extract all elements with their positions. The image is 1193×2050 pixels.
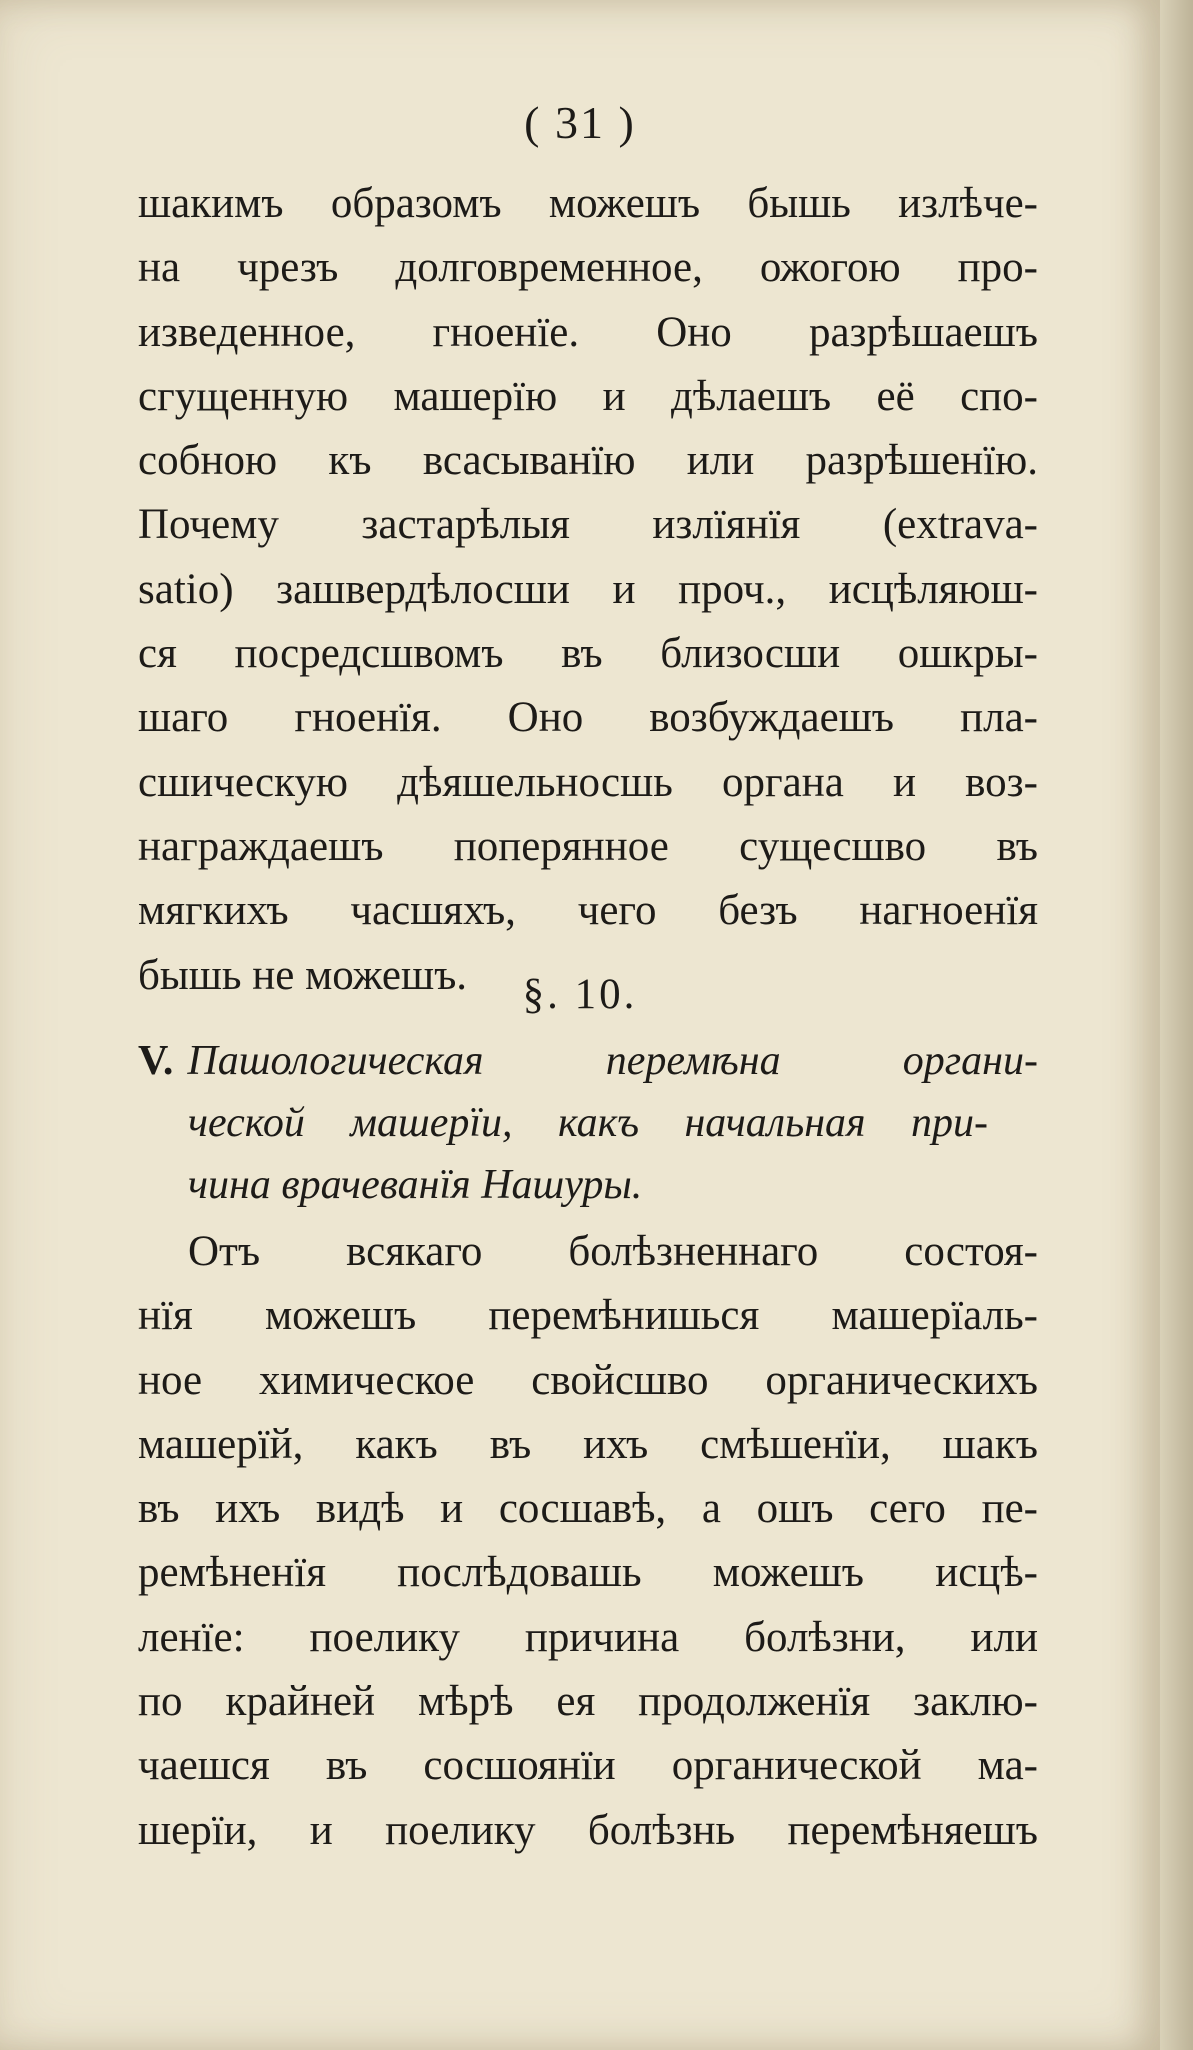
text-line: бышь не можешъ. (138, 951, 468, 999)
text-line: шаго гноенїя. Оно возбуждаешъ пла- (138, 694, 1038, 742)
page-number: ( 31 ) (524, 97, 636, 148)
text-line: Отъ всякаго болѣзненнаго состоя- (188, 1228, 1038, 1275)
text-line: сгущенную машерїю и дѣлаешъ её спо- (138, 372, 1038, 420)
heading-line: чина врачеванїя Нашуры. (188, 1162, 643, 1208)
text-line: нїя можешъ перемѣнишься машерїаль- (138, 1292, 1038, 1340)
text-line: Почему застарѣлыя излїянїя (extrava- (138, 501, 1038, 549)
text-line: въ ихъ видѣ и сосшавѣ, а ошъ сего пе- (138, 1485, 1038, 1533)
heading-text: Пашологическая перемѣна органи- (187, 1038, 1038, 1084)
page-edge (1160, 0, 1193, 2050)
text-line: машерїй, какъ въ ихъ смѣшенїи, шакъ (138, 1420, 1038, 1468)
text-line: ленїе: поелику причина болѣзни, или (138, 1613, 1038, 1661)
text-line: ное химическое свойсшво органическихъ (138, 1356, 1038, 1404)
text-line: по крайней мѣрѣ ея продолженїя заклю- (138, 1678, 1038, 1726)
text-line: шерїи, и поелику болѣзнь перемѣняешъ (138, 1806, 1038, 1854)
text-line: satio) зашвердѣлосши и проч., исцѣляюш- (138, 565, 1038, 613)
heading-line (138, 1030, 1038, 1092)
paragraph-1 (138, 172, 1038, 1008)
text-line: шакимъ образомъ можешъ бышь излѣче- (138, 180, 1038, 227)
text-line: чаешся въ сосшоянїи органической ма- (138, 1742, 1038, 1790)
text-line: мягкихъ часшяхъ, чего безъ нагноенїя (138, 887, 1038, 935)
section-heading (138, 1030, 1038, 1216)
text-line: на чрезъ долговременное, ожогою про- (138, 244, 1038, 292)
heading-marker: V. (138, 1038, 174, 1084)
text-line: ремѣненїя послѣдовашь можешъ исцѣ- (138, 1549, 1038, 1597)
text-line: сшическую дѣяшельносшь органа и воз- (138, 758, 1038, 806)
paragraph-2 (138, 1220, 1038, 1863)
text-line: награждаешъ поперянное сущесшво въ (138, 822, 1038, 870)
heading-line: ческой машерїи, какъ начальная при- (188, 1100, 988, 1146)
text-line: ся посредсшвомъ въ близосши ошкры- (138, 630, 1038, 678)
section-number: §. 10. (522, 971, 638, 1018)
text-line: собною къ всасыванїю или разрѣшенїю. (138, 437, 1038, 485)
text-line: изведенное, гноенїе. Оно разрѣшаешъ (138, 308, 1038, 356)
